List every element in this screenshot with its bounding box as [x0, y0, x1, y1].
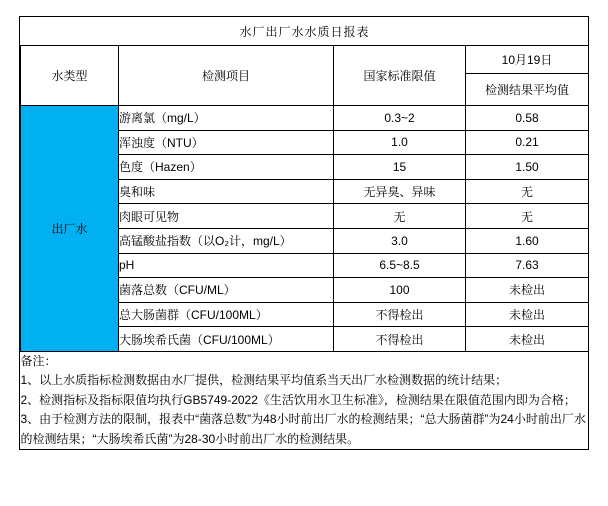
table-header-row-1 — [21, 46, 589, 74]
notes-line: 2、检测指标及指标限值均执行GB5749-2022《生活饮用水卫生标准》，检测结果在限值范围内即为合格； — [20, 392, 576, 407]
limit-value: 不得检出 — [334, 327, 466, 352]
limit-value: 0.3~2 — [334, 106, 466, 131]
item-label: 菌落总数（CFU/ML） — [119, 278, 334, 303]
limit-value: 无异臭、异味 — [334, 179, 466, 204]
notes-row — [21, 351, 589, 449]
limit-value: 100 — [334, 278, 466, 303]
item-label: 臭和味 — [119, 179, 334, 204]
table-title-row — [21, 17, 589, 46]
header-date: 10月19日 — [466, 46, 589, 74]
item-label: 大肠埃希氏菌（CFU/100ML） — [119, 327, 334, 352]
notes-block — [21, 351, 589, 449]
item-label: 总大肠菌群（CFU/100ML） — [119, 302, 334, 327]
limit-value: 1.0 — [334, 130, 466, 155]
notes-line: 1、以上水质指标检测数据由水厂提供，检测结果平均值系当天出厂水检测数据的统计结果； — [20, 373, 508, 388]
limit-value: 不得检出 — [334, 302, 466, 327]
header-water-type: 水类型 — [21, 46, 119, 106]
item-label: 高锰酸盐指数（以O₂计，mg/L） — [119, 228, 334, 253]
water-quality-table — [20, 17, 589, 449]
limit-value: 15 — [334, 155, 466, 180]
result-value: 未检出 — [466, 278, 589, 303]
item-label: 浑浊度（NTU） — [119, 130, 334, 155]
result-value: 0.21 — [466, 130, 589, 155]
report-sheet — [19, 16, 589, 450]
result-value: 7.63 — [466, 253, 589, 278]
result-value: 1.50 — [466, 155, 589, 180]
result-value: 未检出 — [466, 302, 589, 327]
item-label: 色度（Hazen） — [119, 155, 334, 180]
limit-value: 6.5~8.5 — [334, 253, 466, 278]
header-national-limit: 国家标准限值 — [334, 46, 466, 106]
result-value: 无 — [466, 204, 589, 229]
item-label: pH — [119, 253, 334, 278]
header-test-item: 检测项目 — [119, 46, 334, 106]
result-value: 无 — [466, 179, 589, 204]
table-row — [21, 106, 589, 131]
water-type-cell: 出厂水 — [21, 106, 119, 352]
page-title: 水厂出厂水水质日报表 — [21, 17, 589, 46]
result-value: 未检出 — [466, 327, 589, 352]
item-label: 游离氯（mg/L） — [119, 106, 334, 131]
notes-line: 3、由于检测方法的限制，报表中“菌落总数”为48小时前出厂水的检测结果；“总大肠菌群”为24小时前出厂水的检测结果；“大肠埃希氏菌”为28-30小时前出厂水的检测结果。 — [20, 412, 586, 446]
limit-value: 无 — [334, 204, 466, 229]
result-value: 0.58 — [466, 106, 589, 131]
result-value: 1.60 — [466, 228, 589, 253]
limit-value: 3.0 — [334, 228, 466, 253]
header-avg-result: 检测结果平均值 — [466, 74, 589, 106]
item-label: 肉眼可见物 — [119, 204, 334, 229]
notes-line: 备注： — [20, 353, 57, 368]
